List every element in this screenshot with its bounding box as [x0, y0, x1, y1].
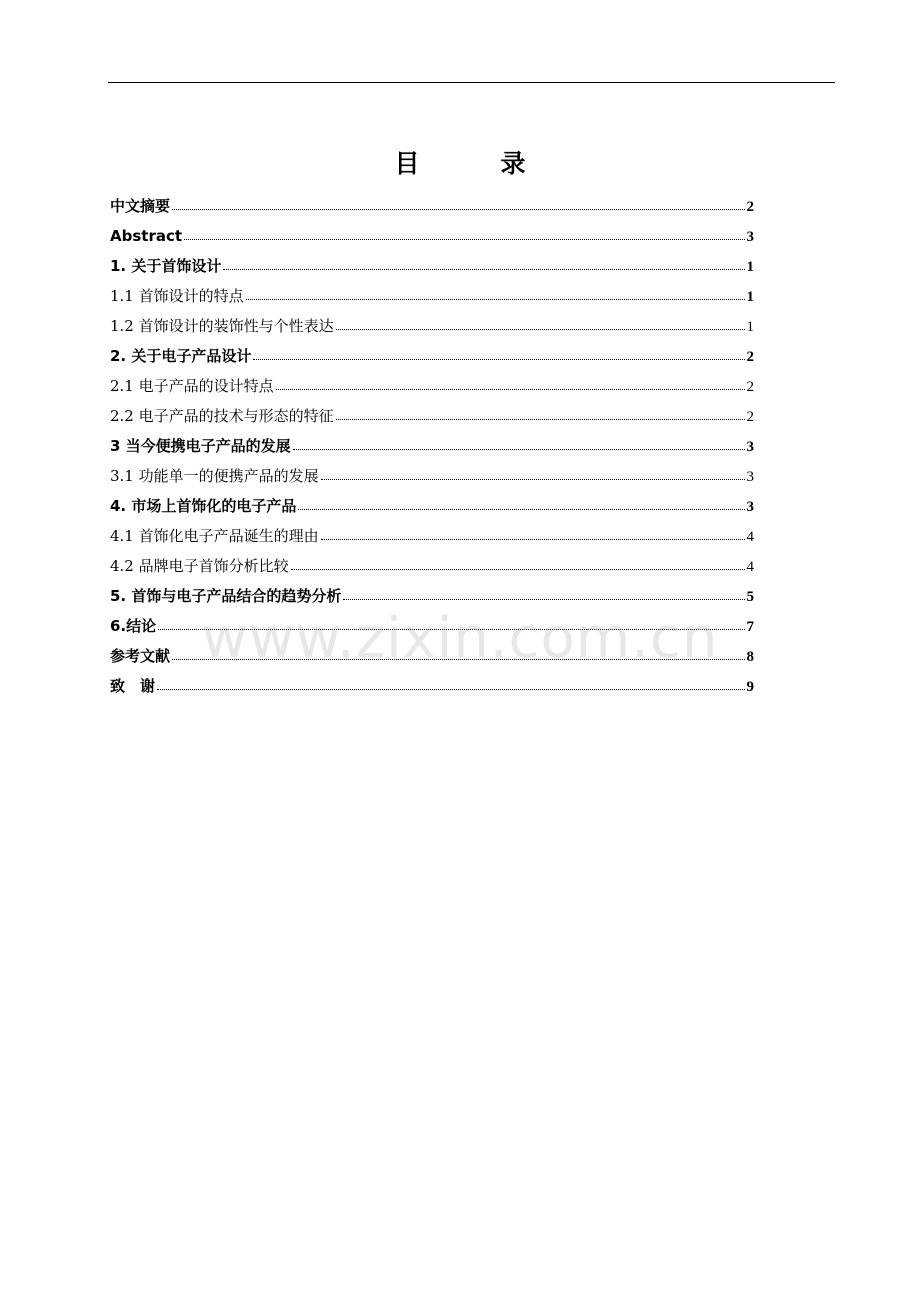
toc-entry[interactable] — [110, 461, 754, 491]
toc-entry-page: 2 — [746, 409, 754, 425]
toc-entry-page: 2 — [746, 379, 754, 395]
toc-dot-leader — [253, 359, 744, 360]
toc-entry[interactable] — [110, 311, 754, 341]
toc-entry-label: 1.1 首饰设计的特点 — [110, 287, 244, 305]
toc-entry-label: 6.结论 — [110, 617, 157, 635]
toc-entry-label: 4.2 品牌电子首饰分析比较 — [110, 557, 289, 575]
toc-entry-page: 8 — [746, 649, 754, 665]
toc-entry-page: 4 — [746, 559, 754, 575]
toc-entry[interactable] — [110, 251, 754, 281]
toc-entry[interactable] — [110, 281, 754, 311]
toc-entry-page: 2 — [746, 199, 754, 215]
toc-dot-leader — [223, 269, 744, 270]
toc-dot-leader — [172, 209, 744, 210]
toc-entry-label: Abstract — [110, 227, 183, 245]
toc-entry-label: 1.2 首饰设计的装饰性与个性表达 — [110, 317, 334, 335]
toc-entry-label: 2. 关于电子产品设计 — [110, 347, 252, 365]
toc-entry[interactable] — [110, 401, 754, 431]
toc-entry-label: 参考文献 — [110, 647, 171, 665]
toc-entry-page: 3 — [746, 229, 754, 245]
toc-entry-label: 致 谢 — [110, 677, 156, 695]
toc-entry-label: 2.1 电子产品的设计特点 — [110, 377, 274, 395]
toc-entry[interactable] — [110, 611, 754, 641]
toc-entry-page: 3 — [746, 469, 754, 485]
toc-entry[interactable] — [110, 491, 754, 521]
toc-entry[interactable] — [110, 521, 754, 551]
toc-entry-label: 3.1 功能单一的便携产品的发展 — [110, 467, 319, 485]
toc-dot-leader — [298, 509, 744, 510]
header-rule — [108, 82, 835, 83]
toc-entry-label: 4. 市场上首饰化的电子产品 — [110, 497, 297, 515]
toc-entry-label: 4.1 首饰化电子产品诞生的理由 — [110, 527, 319, 545]
toc-dot-leader — [321, 539, 745, 540]
toc-entry-page: 9 — [746, 679, 754, 695]
toc-dot-leader — [336, 419, 745, 420]
toc-entry-page: 1 — [746, 319, 754, 335]
toc-dot-leader — [321, 479, 745, 480]
toc-entry[interactable] — [110, 551, 754, 581]
toc-entry[interactable] — [110, 581, 754, 611]
toc-dot-leader — [276, 389, 745, 390]
toc-entry[interactable] — [110, 641, 754, 671]
toc-entry[interactable] — [110, 191, 754, 221]
toc-dot-leader — [184, 239, 744, 240]
toc-entry-page: 1 — [746, 289, 754, 305]
watermark: www.zixin.com.cn — [201, 606, 719, 671]
toc-dot-leader — [336, 329, 745, 330]
toc-entry-page: 3 — [746, 499, 754, 515]
toc-entry-page: 2 — [746, 349, 754, 365]
toc-entry[interactable] — [110, 221, 754, 251]
toc-entry-label: 2.2 电子产品的技术与形态的特征 — [110, 407, 334, 425]
toc-entry-page: 5 — [746, 589, 754, 605]
toc-dot-leader — [246, 299, 745, 300]
toc-entry-label: 5. 首饰与电子产品结合的趋势分析 — [110, 587, 342, 605]
toc-entry-label: 1. 关于首饰设计 — [110, 257, 222, 275]
toc-entry[interactable] — [110, 431, 754, 461]
toc-dot-leader — [158, 629, 744, 630]
toc-dot-leader — [157, 689, 744, 690]
toc-entry-label: 3 当今便携电子产品的发展 — [110, 437, 291, 455]
toc-dot-leader — [291, 569, 745, 570]
toc-entry-page: 7 — [746, 619, 754, 635]
table-of-contents — [110, 191, 754, 701]
toc-entry-page: 3 — [746, 439, 754, 455]
toc-entry[interactable] — [110, 341, 754, 371]
toc-dot-leader — [172, 659, 744, 660]
toc-entry-label: 中文摘要 — [110, 197, 171, 215]
toc-entry-page: 4 — [746, 529, 754, 545]
toc-entry[interactable] — [110, 371, 754, 401]
toc-entry[interactable] — [110, 671, 754, 701]
toc-entry-page: 1 — [746, 259, 754, 275]
toc-dot-leader — [343, 599, 744, 600]
toc-dot-leader — [293, 449, 745, 450]
toc-title: 目 录 — [394, 149, 554, 178]
